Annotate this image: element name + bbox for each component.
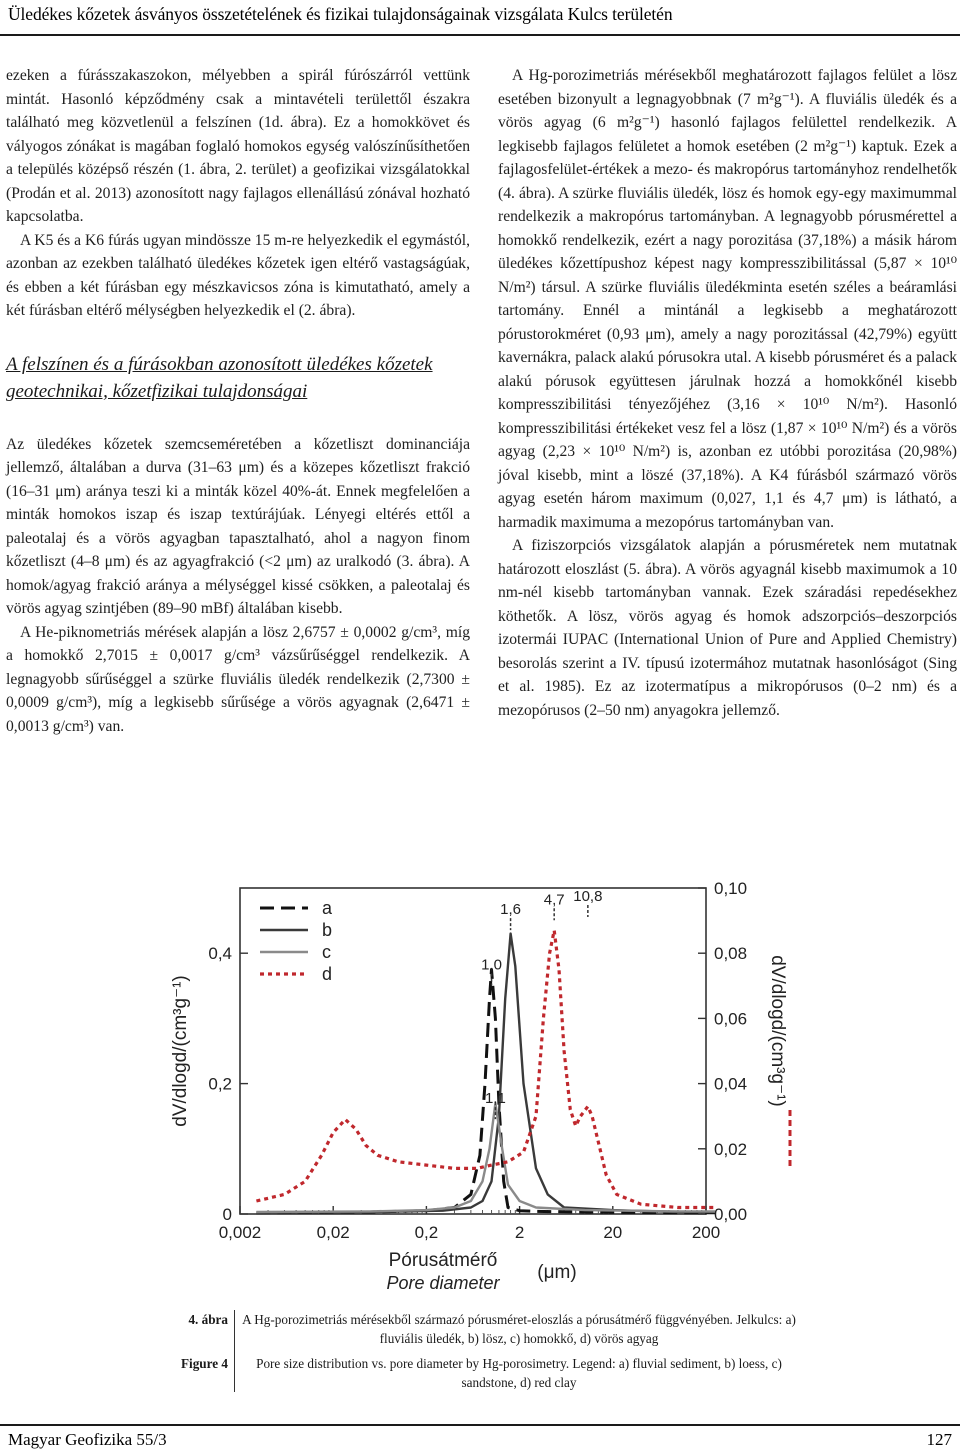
caption-label-hu: 4. ábra: [166, 1310, 235, 1348]
journal-name: Magyar Geofizika 55/3: [8, 1430, 167, 1449]
x-axis-label: Pórusátmérő: [388, 1250, 498, 1271]
x-tick-label: 200: [691, 1223, 721, 1242]
y-right-tick-label: 0,04: [714, 1074, 748, 1094]
peak-label: 4,7: [543, 891, 565, 909]
y-left-tick-label: 0,2: [208, 1074, 232, 1094]
caption-text-en: Pore size distribution vs. pore diameter by Hg-porosimetry. Legend: a) fluvial sediment, b) loess, c) sandstone, d) red clay: [256, 1356, 782, 1390]
x-axis-unit: (μm): [537, 1262, 577, 1283]
section-heading: A felszínen és a fúrásokban azonosított üledékes kőzetek geotechnikai, kőzetfizikai tulajdonságai: [6, 353, 433, 402]
figure-caption: [166, 1310, 796, 1392]
pore-size-chart: [150, 870, 800, 1300]
x-tick-label: 0,02: [316, 1223, 350, 1242]
y-left-axis-label: dV/dlogd/(cm³g⁻¹): [170, 975, 191, 1127]
running-title: Üledékes kőzetek ásványos összetételének és fizikai tulajdonságainak vizsgálata Kulcs területén: [8, 4, 673, 24]
x-tick-label: 0,2: [414, 1223, 439, 1242]
y-left-tick-label: 0,4: [208, 944, 232, 964]
legend-label-d: d: [322, 964, 333, 984]
left-paragraph-1: ezeken a fúrásszakaszokon, mélyebben a spirál fúrószárról vettünk mintát. Hasonló képződmény csak a mintavételi területtől északra található meg közvetlenül a felszínen (1d. ábra). Ez a homokkövet és vályogos zónákat is magában foglaló homokos egység valószínűsíthetően a település középső részén (1. ábra, 2. terület) a geofizikai vizsgálatokkal (Prodán et al. 2013) azonosított nagy fajlagos ellenállású zónával hozható kapcsolatba.: [6, 67, 470, 225]
left-column: [6, 64, 470, 738]
legend-label-b: b: [322, 920, 333, 940]
page-number: 127: [926, 1430, 952, 1449]
y-left-tick-label: 0: [222, 1205, 232, 1224]
right-paragraph-1: A Hg-porozimetriás mérésekből meghatározott fajlagos felület a lösz esetében bizonyult a legnagyobbnak (7 m²g⁻¹). A fluviális üledék és a vörös agyag (6 m²g⁻¹) hasonló fajlagos felülettel rendelkezik. A legkisebb fajlagos felületet a homok esetében (2 m²g⁻¹) kaptuk. Ezek a fajlagosfelület-értékek a mezo- és makropórus tartományhoz rendelhetők (4. ábra). A szürke fluviális üledék, lösz és homok egy-egy maximummal rendelkezik a makropórus tartományban. A legnagyobb pórusmérettel a homokkő rendelkezik, ezért a nagy porozitása (37,18%) a másik három üledékes kőzettípushoz képest nagy kompresszibilitással (5,87 × 10¹⁰ N/m²) társul. A szürke fluviális üledékminta esetén széles a beáramlási tartomány. Ennél a mintánál a legkisebb a meghatározott pórustorokméret (0,93 μm), amely a nagy porozitással (42,79%) együtt kavernákra, palack alakú pórusokra utal. A kisebb pórusméret és a palack alakú pórusok együttesen járulnak hozzá a homokkőnél kisebb kompresszibilitási tényezőjéhez (3,16 × 10¹⁰ N/m²). Hasonló kompresszibilitási értékeket vesz fel a lösz (1,87 × 10¹⁰ N/m²) és a vörös agyag (2,23 × 10¹⁰ N/m²) is, azonban ez utóbbi porozitása (20,98%) jóval kisebb, mint a löszé (37,18%). A K4 fúrásból származó vörös agyag esetén három maximum (0,027, 1,1 és 4,7 μm) is látható, a harmadik maximuma a mezopórus tartományban van.: [498, 67, 957, 531]
x-tick-label: 20: [603, 1223, 623, 1242]
y-right-tick-label: 0,02: [714, 1139, 748, 1159]
x-tick-label: 2: [514, 1223, 525, 1242]
peak-label: 10,8: [573, 888, 603, 906]
left-paragraph-2: A K5 és a K6 fúrás ugyan mindössze 15 m-re helyezkedik el egymástól, azonban az ezekben található üledékes kőzetek igen eltérő vastagságúak, és ebben a két fúrásban egy mészkavicsos zóna is kimutatható, amely a két fúrásban eltérő mélységben helyezkedik el (2. ábra).: [6, 231, 470, 319]
x-tick-label: 0,002: [218, 1223, 262, 1242]
peak-label: 1,1: [484, 1090, 506, 1108]
y-right-axis-label: dV/dlogd/(cm³g⁻¹): [767, 955, 788, 1107]
y-right-tick-label: 0,10: [714, 879, 748, 898]
left-paragraph-4: A He-piknometriás mérések alapján a lösz 2,6757 ± 0,0002 g/cm³, míg a homokkő 2,7015 ± 0,0017 g/cm³ vázsűrűséggel rendelkezik. A legnagyobb sűrűséggel a szürke fluviális üledék rendelkezik (2,7300 ± 0,0009 g/cm³), míg a legkisebb sűrűsége a vörös agyagnak (2,6471 ± 0,0013 g/cm³) van.: [6, 623, 470, 735]
header-rule: [0, 34, 960, 36]
x-axis-label-en: Pore diameter: [386, 1273, 500, 1293]
caption-text-hu: A Hg-porozimetriás mérésekből származó pórusméret-eloszlás a pórusátmérő függvényében. Jelkulcs: a) fluviális üledék, b) lösz, c) homokkő, d) vörös agyag: [242, 1312, 796, 1346]
legend-label-c: c: [322, 942, 331, 962]
y-right-tick-label: 0,08: [714, 944, 748, 964]
footer-rule: [0, 1424, 960, 1426]
left-paragraph-3: Az üledékes kőzetek szemcseméretében a kőzetliszt dominanciája jellemző, általában a durva (31–63 μm) és a közepes kőzetliszt frakció (16–31 μm) aránya teszi ki a minták közel 40%-át. Ennek megfelelően a minták homokos iszap és iszap textúrájúak. Lényegi eltérés ettől a paleotalaj és a vörös agyagban tapasztalható, ahol a nagyon finom kőzetliszt (4–8 μm) és az agyagfrakció (<2 μm) az uralkodó (3. ábra). A homok/agyag frakció aránya a mélységgel kissé csökken, a paleotalaj és vörös agyag szintjében (89–90 mBf) általában kisebb.: [6, 435, 470, 617]
y-right-tick-label: 0,00: [714, 1205, 748, 1224]
caption-label-en: Figure 4: [166, 1354, 235, 1392]
plot-frame: [240, 888, 706, 1214]
figure-4-chart: [150, 870, 800, 1300]
y-right-tick-label: 0,06: [714, 1009, 748, 1029]
right-paragraph-2: A fiziszorpciós vizsgálatok alapján a pórusméretek nem mutatnak határozott eloszlást (5. ábra). A vörös agyagnál kisebb maximumok a 10 nm-nél kisebb tartományban vannak. Ezek száradási repedésekhez köthetők. A lösz, vörös agyag és homok adszorpciós–deszorpciós izotermái IUPAC (International Union of Pure and Applied Chemistry) besorolás szerint a IV. típusú izotermához mutatnak hasonlóságot (Sing et al. 1985). Ez az izotermatípus a mikropórusos (0–2 nm) és a mezopórusos (2–50 nm) anyagokra jellemző.: [498, 537, 957, 719]
right-column: [498, 64, 957, 722]
peak-label: 1,6: [500, 901, 521, 919]
peak-label: 1,0: [481, 956, 502, 974]
legend-label-a: a: [322, 898, 333, 918]
